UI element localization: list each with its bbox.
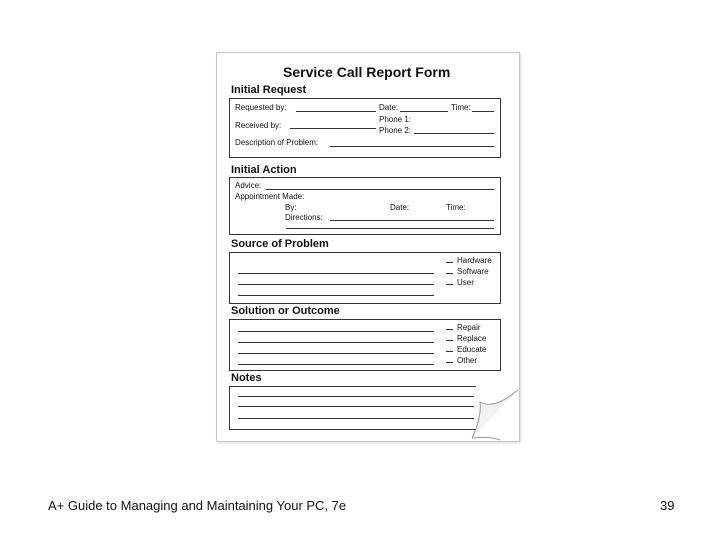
request-time-field[interactable] bbox=[472, 111, 494, 112]
received-by-label: Received by: bbox=[235, 121, 282, 130]
other-checkbox[interactable]: Other bbox=[446, 356, 477, 365]
appointment-time-label: Time: bbox=[446, 203, 466, 212]
requested-by-label: Requested by: bbox=[235, 103, 287, 112]
advice-field[interactable] bbox=[266, 189, 494, 190]
repair-checkbox[interactable]: Repair bbox=[446, 323, 481, 332]
advice-label: Advice: bbox=[235, 181, 262, 190]
page-number: 39 bbox=[660, 498, 675, 513]
footer-book-title: A+ Guide to Managing and Maintaining Your PC, 7e bbox=[48, 498, 347, 513]
user-checkbox[interactable]: User bbox=[446, 278, 474, 287]
solution-line-4[interactable] bbox=[238, 364, 434, 365]
software-checkbox[interactable]: Software bbox=[446, 267, 489, 276]
description-field[interactable] bbox=[330, 146, 494, 147]
notes-line-3[interactable] bbox=[238, 418, 474, 419]
solution-line-3[interactable] bbox=[238, 353, 434, 354]
replace-checkbox[interactable]: Replace bbox=[446, 334, 486, 343]
directions-field[interactable] bbox=[330, 220, 494, 221]
solution-line-1[interactable] bbox=[238, 331, 434, 332]
directions-field-2[interactable] bbox=[286, 228, 494, 229]
phone1-label: Phone 1: bbox=[379, 115, 412, 124]
request-date-field[interactable] bbox=[400, 111, 448, 112]
request-date-label: Date: bbox=[379, 103, 399, 112]
initial-action-heading: Initial Action bbox=[231, 164, 297, 176]
source-line-2[interactable] bbox=[238, 284, 434, 285]
appointment-by-label: By: bbox=[285, 203, 297, 212]
solution-heading: Solution or Outcome bbox=[231, 305, 340, 317]
source-of-problem-heading: Source of Problem bbox=[231, 238, 329, 250]
request-time-label: Time: bbox=[451, 103, 471, 112]
received-by-field[interactable] bbox=[290, 128, 376, 129]
initial-request-heading: Initial Request bbox=[231, 84, 307, 96]
notes-line-1[interactable] bbox=[238, 396, 474, 397]
source-line-1[interactable] bbox=[238, 273, 434, 274]
notes-heading: Notes bbox=[231, 372, 262, 384]
hardware-checkbox[interactable]: Hardware bbox=[446, 256, 492, 265]
appointment-date-label: Date: bbox=[390, 203, 410, 212]
educate-checkbox[interactable]: Educate bbox=[446, 345, 486, 354]
page-curl-graphic bbox=[470, 386, 522, 444]
form-title: Service Call Report Form bbox=[283, 64, 451, 80]
notes-line-2[interactable] bbox=[238, 406, 474, 407]
appointment-label: Appointment Made: bbox=[235, 192, 305, 201]
directions-label: Directions: bbox=[285, 213, 323, 222]
source-line-3[interactable] bbox=[238, 295, 434, 296]
phone2-label: Phone 2: bbox=[379, 126, 412, 135]
phone2-field[interactable] bbox=[414, 133, 494, 134]
notes-box bbox=[229, 386, 476, 430]
solution-line-2[interactable] bbox=[238, 342, 434, 343]
requested-by-field[interactable] bbox=[296, 111, 376, 112]
description-label: Description of Problem: bbox=[235, 138, 319, 147]
